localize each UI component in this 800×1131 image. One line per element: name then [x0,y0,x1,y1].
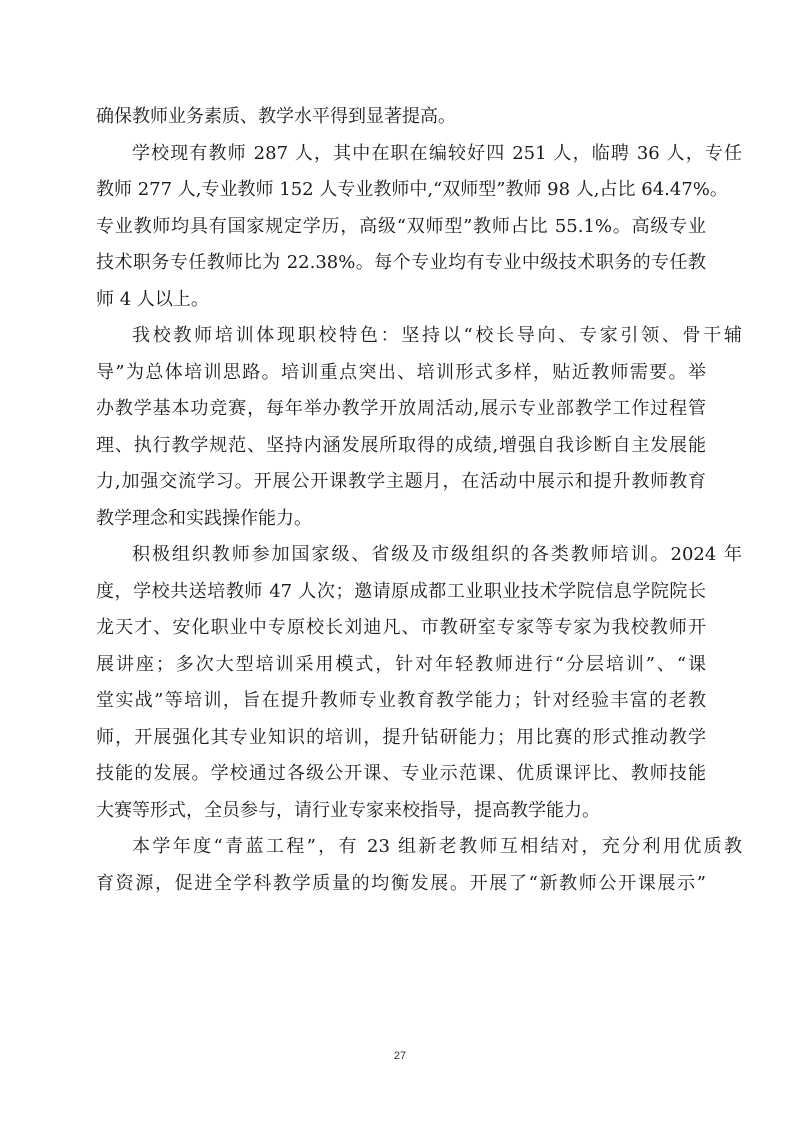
line-text: 导”为总体培训思路。培训重点突出、培训形式多样，贴近教师需要。举 [96,361,706,383]
text-line [96,501,706,538]
line-text: 教师 277 人,专业教师 152 人专业教师中,“双师型”教师 98 人,占比 64.47%。 [96,179,728,200]
line-text: 师 4 人以上。 [96,288,209,310]
text-line [96,99,706,136]
text-line [96,245,706,282]
line-text: 专业教师均具有国家规定学历，高级“双师型”教师占比 55.1%。高级专业 [96,215,706,237]
line-text: 龙天才、安化职业中专原校长刘迪凡、市教研室专家等专家为我校教师开 [96,617,706,638]
text-line [96,209,706,246]
text-line [96,866,706,903]
text-line [96,172,728,209]
line-text: 我校教师培训体现职校特色：坚持以“校长导向、专家引领、骨干辅 [132,325,742,346]
text-line [96,355,706,392]
text-line [96,464,706,501]
text-line [96,683,706,720]
text-line [96,610,706,647]
text-line [96,720,706,757]
line-text: 师，开展强化其专业知识的培训，提升钻研能力；用比赛的形式推动教学 [96,726,706,748]
page-number: 27 [393,1050,407,1062]
line-text: 育资源，促进全学科教学质量的均衡发展。开展了“新教师公开课展示” [96,872,706,894]
line-text: 技能的发展。学校通过各级公开课、专业示范课、优质课评比、教师技能 [96,763,706,784]
line-text: 确保教师业务素质、教学水平得到显著提高。 [96,106,456,127]
line-text: 办教学基本功竞赛，每年举办教学开放周活动,展示专业部教学工作过程管 [96,398,706,419]
line-text: 大赛等形式，全员参与，请行业专家来校指导，提高教学能力。 [96,799,600,821]
text-line [96,318,742,355]
text-line [96,136,742,173]
text-line [96,574,706,611]
document-body [96,99,742,902]
text-line [96,647,706,684]
text-line [96,537,742,574]
line-text: 积极组织教师参加国家级、省级及市级组织的各类教师培训。2024 年 [132,544,742,565]
text-line [96,391,706,428]
line-text: 技术职务专任教师比为 22.38%。每个专业均有专业中级技术职务的专任教 [96,252,706,273]
line-text: 展讲座；多次大型培训采用模式，针对年轻教师进行“分层培训”、“课 [96,653,706,675]
text-line [96,793,706,830]
line-text: 度，学校共送培教师 47 人次；邀请原成都工业职业技术学院信息学院院长 [96,580,706,602]
line-text: 理、执行教学规范、坚持内涵发展所取得的成绩,增强自我诊断自主发展能 [96,434,706,456]
line-text: 本学年度“青蓝工程”，有 23 组新老教师互相结对，充分利用优质教 [132,836,742,857]
line-text: 力,加强交流学习。开展公开课教学主题月，在活动中展示和提升教师教育 [96,471,706,492]
text-line [96,756,706,793]
line-text: 堂实战”等培训，旨在提升教师专业教育教学能力；针对经验丰富的老教 [96,690,706,711]
text-line [96,428,706,465]
line-text: 教学理念和实践操作能力。 [96,507,312,529]
text-line [96,282,706,319]
text-line [96,829,742,866]
line-text: 学校现有教师 287 人，其中在职在编较好四 251 人，临聘 36 人，专任 [132,142,742,164]
